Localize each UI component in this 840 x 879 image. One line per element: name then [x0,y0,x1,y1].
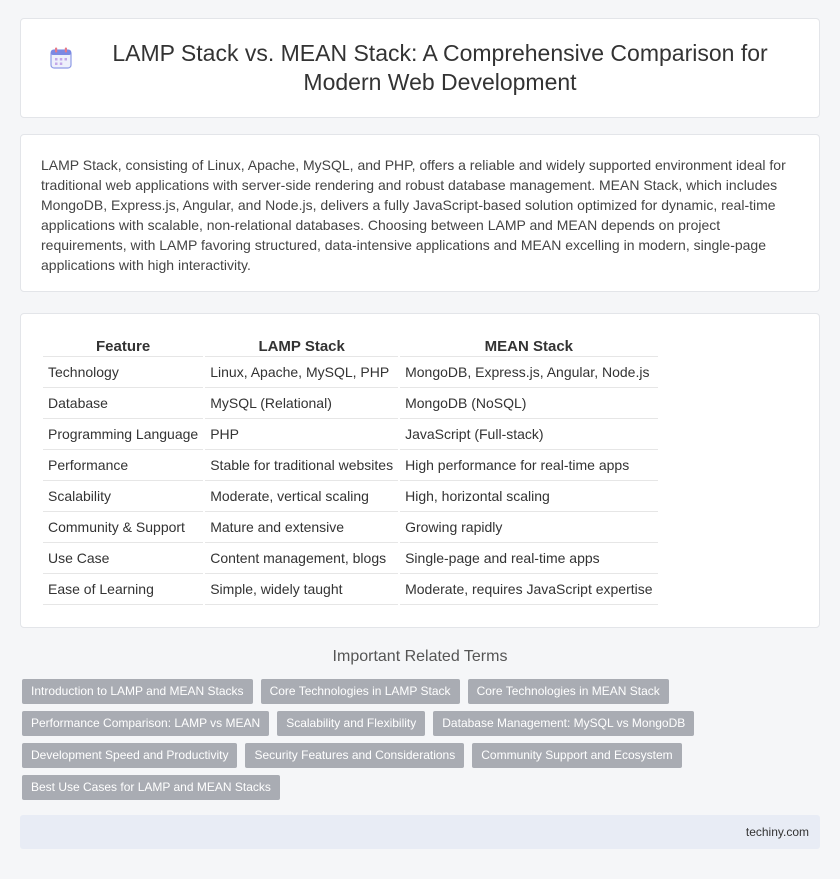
related-term-tag[interactable]: Introduction to LAMP and MEAN Stacks [22,679,253,704]
page-title: LAMP Stack vs. MEAN Stack: A Comprehensive Comparison for Modern Web Development [112,40,768,95]
related-term-tag[interactable]: Best Use Cases for LAMP and MEAN Stacks [22,775,280,800]
lamp-cell: Content management, blogs [205,543,398,574]
footer [20,815,820,849]
mean-cell: Growing rapidly [400,512,657,543]
header-lamp: LAMP Stack [205,334,398,357]
mean-cell: JavaScript (Full-stack) [400,419,657,450]
calendar-icon [50,47,72,69]
related-term-tag[interactable]: Community Support and Ecosystem [472,743,681,768]
feature-cell: Ease of Learning [43,574,203,605]
related-terms-heading: Important Related Terms [332,648,508,665]
feature-cell: Programming Language [43,419,203,450]
table-row [43,388,658,419]
lamp-cell: PHP [205,419,398,450]
header-feature: Feature [43,334,203,357]
comparison-table [41,334,660,605]
mean-cell: Single-page and real-time apps [400,543,657,574]
related-term-tag[interactable]: Scalability and Flexibility [277,711,425,736]
feature-cell: Database [43,388,203,419]
summary-card [20,134,820,292]
mean-cell: High, horizontal scaling [400,481,657,512]
related-term-tag[interactable]: Development Speed and Productivity [22,743,237,768]
table-row [43,450,658,481]
lamp-cell: Linux, Apache, MySQL, PHP [205,357,398,388]
related-term-tag[interactable]: Core Technologies in MEAN Stack [468,679,669,704]
feature-cell: Scalability [43,481,203,512]
related-term-tag[interactable]: Security Features and Considerations [245,743,464,768]
feature-cell: Use Case [43,543,203,574]
related-term-tag[interactable]: Core Technologies in LAMP Stack [261,679,460,704]
footer-site-link[interactable]: techiny.com [745,825,809,839]
header-mean: MEAN Stack [400,334,657,357]
title-card [20,18,820,118]
feature-cell: Community & Support [43,512,203,543]
table-row [43,543,658,574]
table-row [43,574,658,605]
related-term-tag[interactable]: Performance Comparison: LAMP vs MEAN [22,711,269,736]
table-row [43,481,658,512]
table-row [43,512,658,543]
lamp-cell: Stable for traditional websites [205,450,398,481]
mean-cell: High performance for real-time apps [400,450,657,481]
feature-cell: Performance [43,450,203,481]
table-row [43,357,658,388]
feature-cell: Technology [43,357,203,388]
mean-cell: MongoDB, Express.js, Angular, Node.js [400,357,657,388]
title-wrap [50,39,790,97]
related-term-tag[interactable]: Database Management: MySQL vs MongoDB [433,711,694,736]
table-row [43,419,658,450]
mean-cell: Moderate, requires JavaScript expertise [400,574,657,605]
mean-cell: MongoDB (NoSQL) [400,388,657,419]
lamp-cell: Moderate, vertical scaling [205,481,398,512]
comparison-card [20,313,820,628]
related-terms-list [22,679,822,807]
lamp-cell: Mature and extensive [205,512,398,543]
lamp-cell: Simple, widely taught [205,574,398,605]
table-header-row [43,334,658,357]
lamp-cell: MySQL (Relational) [205,388,398,419]
summary-text: LAMP Stack, consisting of Linux, Apache, MySQL, and PHP, offers a reliable and widely supported environment ideal for traditional web applications with server-side rendering and robust database management. MEAN Stack, which includes MongoDB, Express.js, Angular, and Node.js, delivers a fully JavaScript-based solution optimized for dynamic, real-time applications with scalable, non-relational databases. Choosing between LAMP and MEAN depends on project requirements, with LAMP favoring structured, data-intensive applications and MEAN excelling in modern, single-page applications with high interactivity. [41,157,786,273]
